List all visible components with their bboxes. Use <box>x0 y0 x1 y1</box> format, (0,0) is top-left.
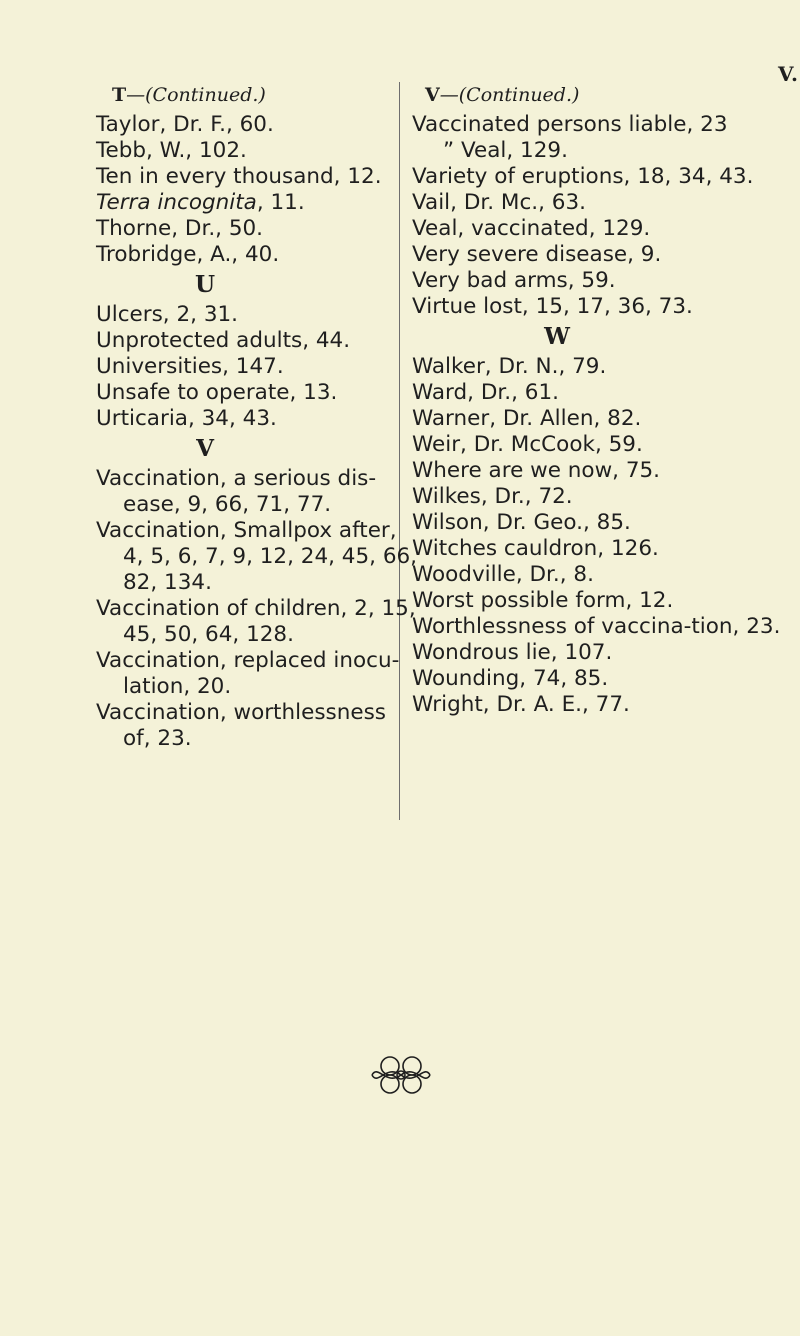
index-entry: Very bad arms, 59. <box>412 268 616 293</box>
index-entry: Veal, vaccinated, 129. <box>412 216 651 241</box>
section-letter-w: W <box>544 323 570 350</box>
heading-letter: V <box>425 84 440 106</box>
italic-term: Terra incognita <box>96 190 257 215</box>
index-entry: Wright, Dr. A. E., 77. <box>412 692 630 717</box>
index-entry: Vaccination, replaced inocu-lation, 20. <box>96 648 400 699</box>
index-entry: Worst possible form, 12. <box>412 588 674 613</box>
index-entry-ditto: ” Veal, 129. <box>443 138 568 163</box>
index-entry-terra <box>96 190 418 216</box>
heading-suffix: —(Continued.) <box>126 84 266 106</box>
right-column <box>412 80 782 718</box>
index-entry: Vaccination, worthlessness of, 23. <box>96 700 386 751</box>
entries-u <box>96 302 396 432</box>
index-entry: Wilkes, Dr., 72. <box>412 484 573 509</box>
index-entry: Vaccination, Smallpox after, 4, 5, 6, 7, 9, 12, 24, 45, 66, 82, 134. <box>96 518 418 595</box>
index-entry: Unprotected adults, 44. <box>96 328 351 353</box>
index-entry: Variety of eruptions, 18, 34, 43. <box>412 164 754 189</box>
entries-v <box>96 466 418 752</box>
index-entry: Trobridge, A., 40. <box>96 242 280 267</box>
index-entry: Vail, Dr. Mc., 63. <box>412 190 586 215</box>
index-entry: Warner, Dr. Allen, 82. <box>412 406 642 431</box>
index-entry: Where are we now, 75. <box>412 458 661 483</box>
index-entry: Wounding, 74, 85. <box>412 666 609 691</box>
index-entry: Urticaria, 34, 43. <box>96 406 277 431</box>
index-entry: Virtue lost, 15, 17, 36, 73. <box>412 294 693 319</box>
right-column-heading <box>412 80 782 112</box>
index-entry: Ulcers, 2, 31. <box>96 302 239 327</box>
heading-letter: T <box>112 84 127 106</box>
index-entry: Worthlessness of vaccina-tion, 23. <box>412 614 781 639</box>
entries-w <box>412 354 782 718</box>
index-entry: Universities, 147. <box>96 354 284 379</box>
index-entry: Tebb, W., 102. <box>96 138 247 163</box>
left-column-heading <box>96 80 396 112</box>
index-entry: Witches cauldron, 126. <box>412 536 659 561</box>
page-marker: V. <box>778 62 799 86</box>
index-entry: Ward, Dr., 61. <box>412 380 559 405</box>
index-entry: Thorne, Dr., 50. <box>96 216 264 241</box>
index-entry: Vaccinated persons liable, 23 <box>412 112 728 137</box>
section-letter-v: V <box>196 435 214 462</box>
heading-suffix: —(Continued.) <box>439 84 580 106</box>
index-entry: Taylor, Dr. F., 60. <box>96 112 274 137</box>
index-entry: Weir, Dr. McCook, 59. <box>412 432 643 457</box>
index-entry: Ten in every thousand, 12. <box>96 164 382 189</box>
entry-pages: , 11. <box>256 190 305 215</box>
index-entry: Wondrous lie, 107. <box>412 640 613 665</box>
index-entry: Wilson, Dr. Geo., 85. <box>412 510 631 535</box>
section-letter-u: U <box>194 271 216 298</box>
entries-t <box>96 112 396 268</box>
index-entry: Unsafe to operate, 13. <box>96 380 338 405</box>
index-entry: Very severe disease, 9. <box>412 242 662 267</box>
entries-v-cont <box>412 112 782 320</box>
left-column <box>96 80 418 752</box>
decorative-knot-icon <box>366 1050 436 1100</box>
index-entry: Walker, Dr. N., 79. <box>412 354 607 379</box>
index-entry: Vaccination, a serious dis-ease, 9, 66, 71, 77. <box>96 466 377 517</box>
index-entry: Woodville, Dr., 8. <box>412 562 594 587</box>
index-entry: Vaccination of children, 2, 15, 45, 50, 64, 128. <box>96 596 416 647</box>
